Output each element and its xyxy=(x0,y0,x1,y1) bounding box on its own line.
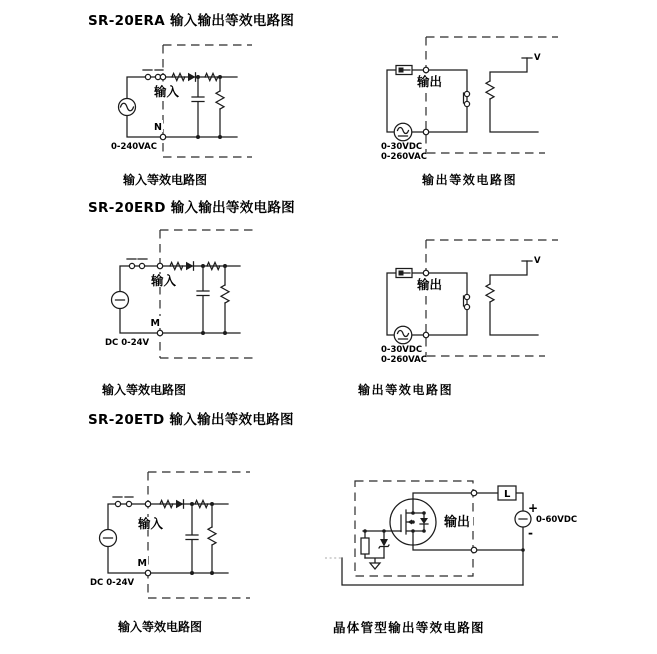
common-terminal-node xyxy=(423,129,428,134)
source-voltage-label: DC 0-24V xyxy=(90,578,135,588)
series-diode-icon xyxy=(176,500,184,508)
erd-output-caption: 输出等效电路图 xyxy=(358,383,454,397)
load-label: L xyxy=(504,489,511,500)
output-label: 输出 xyxy=(417,74,443,89)
shunt-resistor-icon xyxy=(216,77,224,137)
load-resistor-icon xyxy=(486,81,494,99)
output-label: 输出 xyxy=(417,277,443,292)
common-terminal-node xyxy=(145,570,150,575)
dc-source-icon xyxy=(112,292,129,309)
filter-capacitor-icon xyxy=(197,266,209,333)
voltage-dc-label: 0-30VDC xyxy=(381,345,423,355)
erd-input-equivalent-circuit-diagram xyxy=(85,225,265,365)
filter-capacitor-icon xyxy=(186,504,198,573)
voltage-ac-label: 0-260VAC xyxy=(381,152,428,162)
era-input-equivalent-circuit-diagram xyxy=(85,35,265,175)
output-terminal-node xyxy=(423,67,428,72)
circuit-wires xyxy=(108,504,228,573)
load-resistor-icon xyxy=(486,284,494,302)
shunt-resistor-icon xyxy=(221,266,229,333)
erd-input-caption: 输入等效电路图 xyxy=(102,383,187,397)
plus-label: + xyxy=(528,501,539,515)
node-label-m: M xyxy=(150,318,160,329)
input-terminal-node xyxy=(157,263,162,268)
common-terminal-node xyxy=(423,332,428,337)
output-voltage-source-icon xyxy=(394,123,412,141)
node-label-n: N xyxy=(154,122,162,133)
etd-transistor-output-circuit-diagram xyxy=(320,470,590,595)
supply-voltage-label: 0-60VDC xyxy=(536,515,578,525)
section-title-sr20erd: SR-20ERD 输入输出等效电路图 xyxy=(88,200,295,216)
series-diode-icon xyxy=(186,262,194,270)
switch-contact-icon xyxy=(127,259,147,269)
output-label: 输出 xyxy=(444,515,471,530)
input-label: 输入 xyxy=(151,273,177,288)
series-diode-icon xyxy=(188,73,196,81)
load-box xyxy=(498,486,516,500)
v-terminal-label: V xyxy=(534,256,541,266)
gate-resistor-icon xyxy=(361,531,369,558)
era-output-caption: 输出等效电路图 xyxy=(422,173,518,187)
ac-source-icon xyxy=(119,99,136,116)
fuse-icon xyxy=(396,269,412,278)
erd-output-equivalent-circuit-diagram xyxy=(375,236,565,371)
output-terminal-node xyxy=(423,270,428,275)
fuse-icon xyxy=(396,66,412,75)
voltage-dc-label: 0-30VDC xyxy=(381,142,423,152)
module-boundary xyxy=(148,472,250,598)
dc-source-icon xyxy=(100,530,117,547)
source-voltage-label: 0-240VAC xyxy=(111,142,158,152)
common-terminal-node xyxy=(157,330,162,335)
etd-input-caption: 输入等效电路图 xyxy=(118,620,203,634)
etd-input-equivalent-circuit-diagram xyxy=(85,465,265,610)
minus-label: - xyxy=(528,526,533,540)
etd-output-caption: 晶体管型输出等效电路图 xyxy=(333,620,485,635)
input-terminal-node xyxy=(160,74,165,79)
era-output-equivalent-circuit-diagram xyxy=(375,33,565,168)
switch-contact-icon xyxy=(113,497,133,507)
input-label: 输入 xyxy=(154,84,180,99)
v-terminal-label: V xyxy=(534,53,541,63)
output-terminal-node xyxy=(471,490,477,496)
module-boundary xyxy=(160,230,253,358)
era-input-caption: 输入等效电路图 xyxy=(123,173,208,187)
gate-network-join xyxy=(365,558,384,563)
shunt-resistor-icon xyxy=(208,504,216,573)
common-terminal-node xyxy=(471,547,477,553)
output-voltage-source-icon xyxy=(394,326,412,344)
source-voltage-label: DC 0-24V xyxy=(105,338,150,348)
common-terminal-node xyxy=(160,134,165,139)
circuit-wires xyxy=(120,266,240,333)
input-terminal-node xyxy=(145,501,150,506)
input-label: 输入 xyxy=(138,516,164,531)
section-title-sr20era: SR-20ERA 输入输出等效电路图 xyxy=(88,13,295,29)
module-boundary xyxy=(163,45,252,157)
node-label-m: M xyxy=(137,558,147,569)
zener-diode-icon xyxy=(379,531,389,558)
ground-icon xyxy=(370,563,380,569)
filter-capacitor-icon xyxy=(192,77,204,137)
section-title-sr20etd: SR-20ETD 输入输出等效电路图 xyxy=(88,412,294,428)
voltage-ac-label: 0-260VAC xyxy=(381,355,428,365)
